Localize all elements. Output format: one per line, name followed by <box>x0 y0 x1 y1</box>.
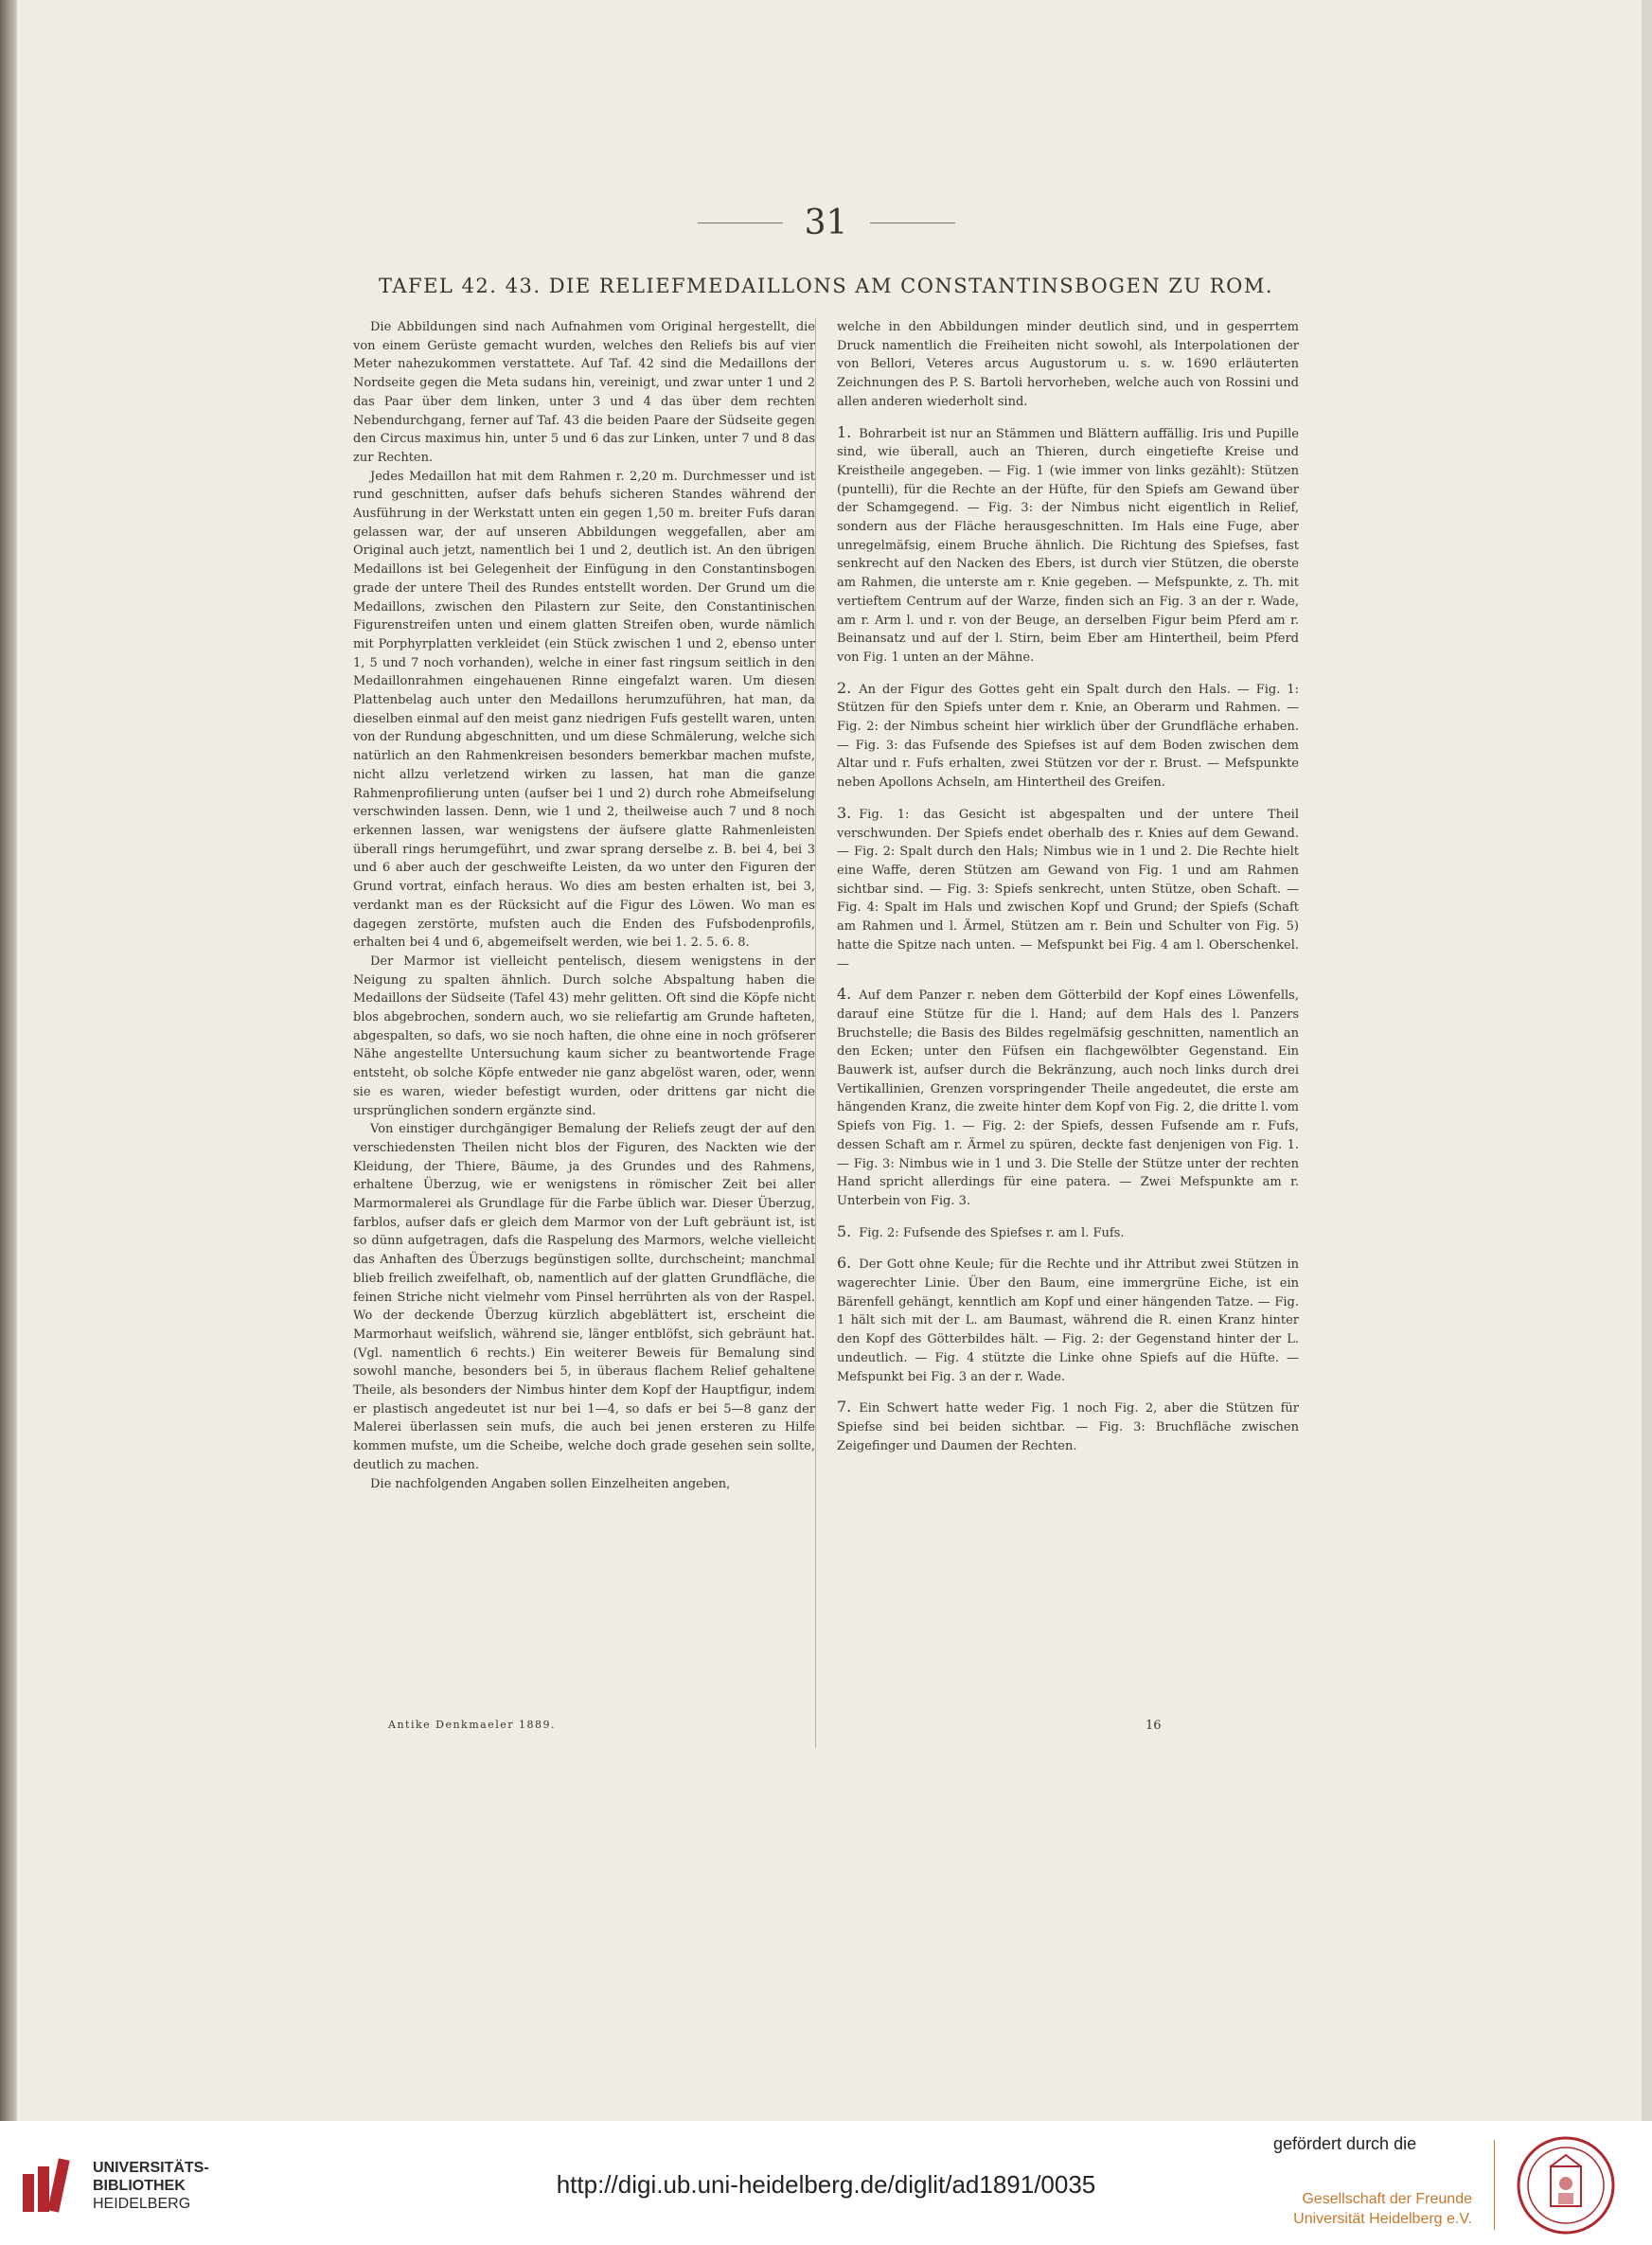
paragraph: Der Marmor ist vielleicht pentelisch, diesem wenigstens in der Neigung zu spalten ähnlich. Durch solche Abspaltung haben die Medaillons der Südseite (Tafel 43) mehr gelitten. Oft sind die Köpfe nicht blos abgebrochen, sondern auch, wo sie reliefartig am Grunde hafteten, abgespalten, so dafs, wo sie noch haften, die ohne eine in noch gröfserer Nähe angestellte Untersuchung kaum sicher zu beantwortende Frage entsteht, ob solche Köpfe entweder nie ganz abgelöst waren, oder, wenn sie es waren, wieder befestigt wurden, oder drittens gar nicht die ursprünglichen sondern ergänzte sind. <box>353 953 815 1118</box>
library-name-line: BIBLIOTHEK <box>93 2178 186 2194</box>
paragraph: welche in den Abbildungen minder deutlich sind, und in gesperrtem Druck namentlich die Freiheiten nicht sowohl, als Interpolationen der von Bellori, Veteres arcus Augustorum u. s. w. 1690 erläuterten Zeichnungen des P. S. Bartoli hervorheben, welche auch von Rossini und allen anderen wiederholt sind. <box>837 320 1299 409</box>
sponsor-divider <box>1494 2140 1495 2230</box>
section-7 <box>837 1398 1299 1455</box>
section-text: Der Gott ohne Keule; für die Rechte und ihr Attribut zwei Stützen in wagerechter Linie. Über den Baum, eine immergrüne Eiche, ist ein Bärenfell gehängt, kenntlich am Kopf und einer hängenden Tatze. — Fig. 1 hält sich mit der L. am Baumast, während die R. einen Kranz hinter den Kopf des Götterbildes hält. — Fig. 2: der Gegenstand hinter der L. undeutlich. — Fig. 4 stützte die Linke ohne Spiefs auf die Hüfte. — Mefspunkt bei Fig. 3 an der r. Wade. <box>837 1257 1299 1384</box>
right-text-column <box>837 318 1299 1455</box>
paragraph: Die nachfolgenden Angaben sollen Einzelheiten angeben, <box>370 1476 731 1491</box>
section-1 <box>837 423 1299 668</box>
section-text: Auf dem Panzer r. neben dem Götterbild der Kopf eines Löwenfells, darauf eine Stütze für die l. Hand; auf dem Hals des l. Panzers Bruchstelle; die Basis des Bildes regelmäfsig geschnitten, namentlich an den Ecken; unter den Füfsen ein flachgewölbter Gegenstand. Ein Bauwerk ist, aufser durch die Bekränzung, auch noch links durch drei Vertikallinien, Grenzen vorspringender Theile angedeutet, die erste am hängenden Kranz, die zweite hinter dem Kopf von Fig. 2, die dritte l. vom Spiefs von Fig. 1. — Fig. 2: der Spiefs, dessen Fufsende am r. Fufs, dessen Schaft am r. Ärmel zu spüren, deckte fast denjenigen von Fig. 1. — Fig. 3: Nimbus wie in 1 und 3. Die Stelle der Stütze unter der rechten Hand spricht allerdings für eine patera. — Zwei Mefspunkte am r. Unterbein von Fig. 3. <box>837 989 1299 1208</box>
section-3 <box>837 804 1299 973</box>
paragraph: Jedes Medaillon hat mit dem Rahmen r. 2,20 m. Durchmesser und ist rund geschnitten, aufser dafs behufs sicheren Standes während der Ausführung in der Werkstatt unten ein gegen 1,50 m. breiter Fufs daran gelassen war, der auf unseren Abbildungen weggefallen, aber am Original auch jetzt, namentlich bei 1 und 2, deutlich ist. An den übrigen Medaillons ist bei Gelegenheit der Einfügung in den Constantinsbogen grade der untere Theil des Rundes entstellt worden. Der Grund um die Medaillons, zwischen den Pilastern zur Seite, den Constantinischen Figurenstreifen unten und einem glatten Streifen oben, wurde nämlich mit Porphyrplatten verkleidet (ein Stück zwischen 1 und 2, ebenso unter 1, 5 und 7 noch vorhanden), welche in einer fast ringsum seitlich in den Medaillonrahmen eingehauenen Rinne eingefalzt waren. Um diesen Plattenbelag auch unter den Medaillons herumzuführen, hat man, da dieselben einmal auf den meist ganz niedrigen Fufs gestellt waren, unten von der Rundung abgeschnitten, und um diese Schmälerung, welche sich natürlich an den Rahmenkreisen besonders bemerkbar machen mufste, nicht allzu verletzend wirken zu lassen, hat man die ganze Rahmenprofilierung unten (aufser bei 1 und 2) durch rohe Abmeifselung verschwinden lassen. Denn, wie 1 und 2, theilweise auch 7 und 8 noch erkennen lassen, war wenigstens der äufsere glatte Rahmenleisten überall rings herumgeführt, und zwar sprang derselbe z. B. bei 4, bei 3 und 6 aber auch der geschweifte Leisten, da wo unter den Figuren der Grund vortrat, einfach heraus. Wo dies am besten erhalten ist, bei 3, verdankt man es der Rücksicht auf die Figur des Löwen. Wo man es dagegen zerstörte, mufsten auch die Enden des Fufsbodenprofils, erhalten bei 4 und 6, abgemeifselt werden, wie bei 1. 2. 5. 6. 8. <box>353 469 815 951</box>
sponsor-name-line: Universität Heidelberg e.V. <box>1293 2211 1472 2227</box>
page-footer-signature: 16 <box>1146 1719 1162 1733</box>
sponsor-label: gefördert durch die <box>1273 2134 1417 2153</box>
section-number: 6. <box>837 1254 852 1273</box>
left-text-column <box>353 318 815 1493</box>
library-name-line: HEIDELBERG <box>93 2196 191 2212</box>
sponsor-name[interactable] <box>1273 2189 1472 2229</box>
section-number: 1. <box>837 422 852 441</box>
section-6 <box>837 1254 1299 1386</box>
section-4 <box>837 985 1299 1210</box>
section-5 <box>837 1222 1299 1243</box>
page-title: TAFEL 42. 43. DIE RELIEFMEDAILLONS AM CONSTANTINSBOGEN ZU ROM. <box>379 275 1273 297</box>
page-header <box>0 204 1652 242</box>
paper-sheet <box>17 0 1642 2121</box>
viewer-footer-bar <box>0 2121 1652 2245</box>
page-footer-source: Antike Denkmaeler 1889. <box>388 1719 556 1731</box>
section-number: 3. <box>837 803 852 822</box>
permalink-url[interactable]: http://digi.ub.uni-heidelberg.de/diglit/ad1891/0035 <box>556 2170 1096 2199</box>
section-text: Fig. 2: Fufsende des Spiefses r. am l. Fufs. <box>859 1225 1125 1240</box>
university-seal-icon[interactable] <box>1515 2134 1617 2236</box>
book-spine-edge <box>0 0 17 2121</box>
section-text: Fig. 1: das Gesicht ist abgespalten und der untere Theil verschwunden. Der Spiefs endet oberhalb des r. Knies auf dem Gewand. — Fig. 2: Spalt durch den Hals; Nimbus wie in 1 und 2. Die Rechte hielt eine Waffe, deren Stützen am Gewand von Fig. 1 und am Rahmen sichtbar sind. — Fig. 3: Spiefs senkrecht, unten Stütze, oben Schaft. — Fig. 4: Spalt im Hals und zwischen Kopf und Grund; der Spiefs (Schaft am Rahmen und l. Ärmel, Stützen am r. Bein und Schulter von Fig. 5) hatte die Spitze nach unten. — Mefspunkt bei Fig. 4 am l. Oberschenkel. — <box>837 807 1299 971</box>
section-number: 7. <box>837 1398 852 1416</box>
paragraph: Die Abbildungen sind nach Aufnahmen vom Original hergestellt, die von einem Gerüste gemacht wurden, welches den Reliefs bis auf vier Meter nahezukommen verstattete. Auf Taf. 42 sind die Medaillons der Nordseite gegen die Meta sudans hin, vereinigt, und zwar unter 1 und 2 das Paar über dem linken, unter 3 und 4 das über dem rechten Nebendurchgang, ferner auf Taf. 43 die beiden Paare der Südseite gegen den Circus maximus hin, unter 5 und 6 das zur Linken, unter 7 und 8 das zur Rechten. <box>353 320 815 465</box>
section-number: 2. <box>837 678 852 697</box>
section-text: Ein Schwert hatte weder Fig. 1 noch Fig. 2, aber die Stützen für Spiefse sind bei beiden sichtbar. — Fig. 3: Bruchfläche zwischen Zeigefinger und Daumen der Rechten. <box>837 1401 1299 1453</box>
column-divider <box>815 318 816 1748</box>
section-text: Bohrarbeit ist nur an Stämmen und Blättern auffällig. Iris und Pupille sind, wie überall, auch an Thieren, durch eingetiefte Kreise und Kreistheile angegeben. — Fig. 1 (wie immer von links gezählt): Stützen (puntelli), für die Rechte an der Hüfte, für den Spiefs am Gewand über der Schamgegend. — Fig. 3: der Nimbus nicht eigentlich in Relief, sondern aus der Fläche herausgeschnitten. Im Hals eine Fuge, aber unregelmäfsig, einem Bruche ähnlich. Die Richtung des Spiefses, fast senkrecht auf den Nacken des Ebers, ist durch vier Stützen, die oberste am Rahmen, die unterste am r. Knie gegeben. — Mefspunkte, z. Th. mit vertieftem Centrum auf der Warze, finden sich an Fig. 3 an der r. Wade, am r. Arm l. und r. von der Beuge, an derselben Figur beim Pferd am r. Beinansatz und auf der l. Stirn, beim Eber am Hintertheil, beim Pferd von Fig. 1 unten an der Mähne. <box>837 426 1299 665</box>
page-number: 31 <box>804 204 848 242</box>
section-number: 5. <box>837 1221 852 1240</box>
section-number: 4. <box>837 985 852 1004</box>
library-name-line: UNIVERSITÄTS- <box>93 2160 209 2176</box>
section-2 <box>837 679 1299 793</box>
section-text: An der Figur des Gottes geht ein Spalt durch den Hals. — Fig. 1: Stützen für den Spiefs unter dem r. Knie, an Oberarm und Rahmen. — Fig. 2: der Nimbus scheint hier wirklich über der Grundfläche erhaben. — Fig. 3: das Fufsende des Spiefses ist auf dem Boden zwischen dem Altar und r. Fufs erhalten, zwei Stützen vor der r. Brust. — Mefspunkte neben Apollons Achseln, am Hintertheil des Greifen. <box>837 682 1299 791</box>
sponsor-name-line: Gesellschaft der Freunde <box>1302 2191 1472 2207</box>
paragraph: Von einstiger durchgängiger Bemalung der Reliefs zeugt der auf den verschiedensten Theilen nicht blos der Figuren, des Nackten wie der Kleidung, der Thiere, Bäume, ja des Grundes und des Rahmens, erhaltene Überzug, wie er wenigstens in römischer Zeit bei aller Marmormalerei als Grundlage für die Farbe üblich war. Dieser Überzug, farblos, aufser dafs er gleich dem Marmor von der Luft gebräunt ist, ist so dünn aufgetragen, dafs die Raspelung des Marmors, welche vielleicht das Anhaften des Überzugs begünstigen sollte, durchscheint; manchmal blieb freilich zweifelhaft, ob, namentlich auf der glatten Grundfläche, die feinen Striche nicht vielmehr vom Pinsel herrührten als von der Raspel. Wo der deckende Überzug kürzlich abgeblättert ist, erscheint die Marmorhaut weifslich, während sie, länger entblöfst, sich gebräunt hat. (Vgl. namentlich 6 rechts.) Ein weiterer Beweis für Bemalung sind sowohl manche, besonders bei 5, in überaus flachem Relief gehaltene Theile, als besonders der Nimbus hinter dem Kopf der Hauptfigur, indem er plastisch angedeutet ist nur bei 1—4, so dafs er bei 5—8 ganz der Malerei überlassen sein mufs, die auch bei jenen ersteren zu Hilfe kommen mufste, um die Scheibe, welche doch grade gesehen sein sollte, deutlich zu machen. <box>353 1122 815 1472</box>
